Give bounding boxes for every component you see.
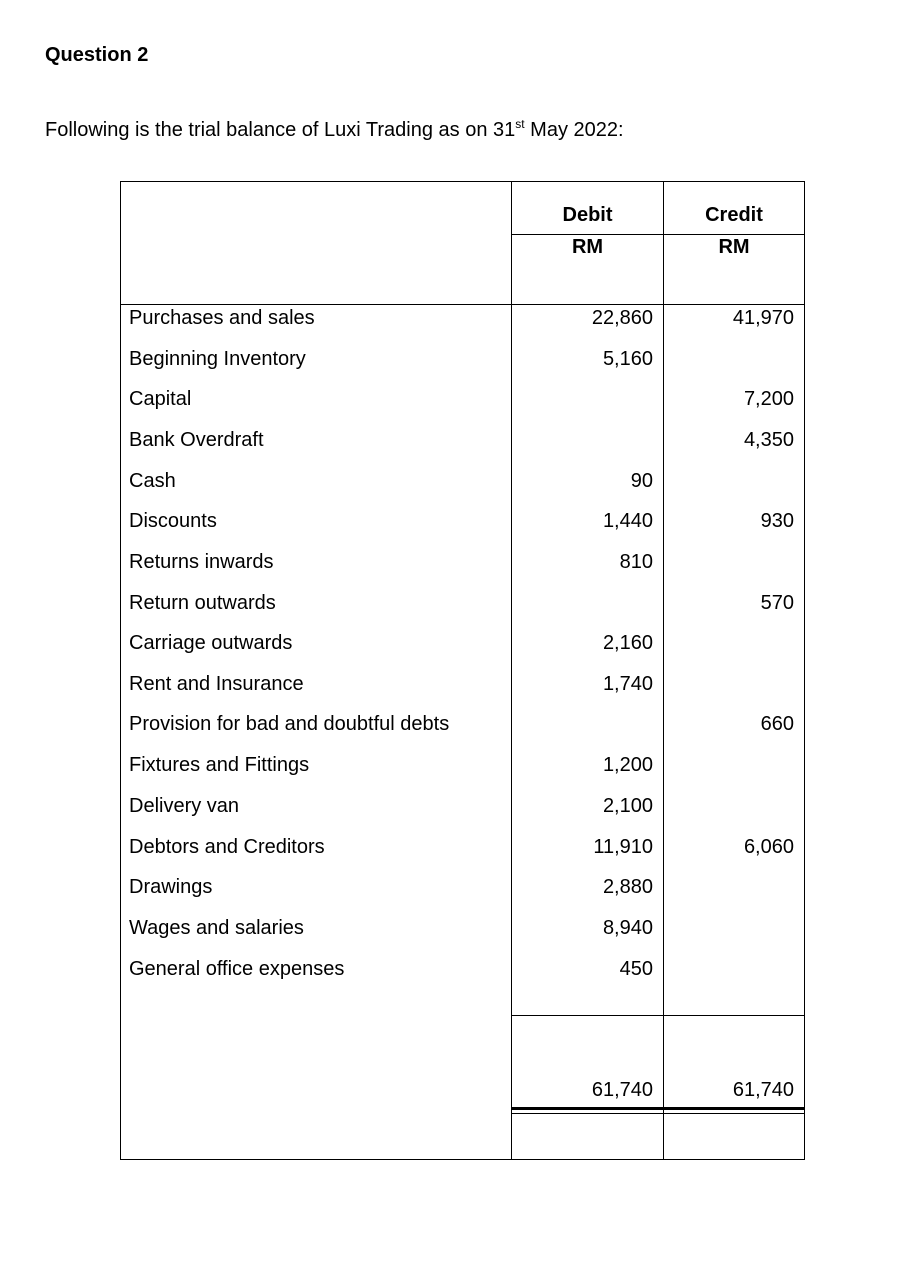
table-row [120,387,805,427]
column-unit-credit: RM [718,236,750,258]
table-border-bottom [120,1159,805,1160]
intro-text [45,118,624,142]
debit-amount: 1,200 [602,754,653,776]
table-row [120,916,805,956]
account-name: Drawings [129,876,213,898]
total-rule-thick [511,1107,805,1110]
debit-amount: 1,440 [602,510,653,532]
credit-amount: 6,060 [743,836,794,858]
debit-amount: 810 [619,551,653,573]
account-name: Returns inwards [129,551,274,573]
account-name: Discounts [129,510,217,532]
credit-amount: 570 [760,592,794,614]
account-name: Debtors and Creditors [129,836,325,858]
table-row [120,875,805,915]
account-name: Purchases and sales [129,307,315,329]
account-name: Carriage outwards [129,632,293,654]
table-row [120,469,805,509]
debit-amount: 5,160 [602,348,653,370]
table-row [120,306,805,346]
account-name: Wages and salaries [129,917,304,939]
total-rule-thin [511,1113,805,1114]
debit-amount: 2,160 [602,632,653,654]
debit-amount: 90 [630,470,653,492]
intro-superscript: st [515,117,525,131]
table-row [120,753,805,793]
header-separator [120,304,805,305]
account-name: Beginning Inventory [129,348,306,370]
credit-amount: 4,350 [743,429,794,451]
table-row [120,591,805,631]
debit-amount: 2,100 [602,795,653,817]
credit-amount: 7,200 [743,388,794,410]
trial-balance-table [120,181,805,1160]
debit-amount: 22,860 [591,307,653,329]
table-row [120,550,805,590]
total-credit: 61,740 [732,1079,794,1101]
column-header-credit: Credit [705,204,763,226]
table-row [120,509,805,549]
account-name: General office expenses [129,958,345,980]
account-name: Cash [129,470,176,492]
table-row [120,794,805,834]
table-row [120,957,805,997]
credit-amount: 660 [760,713,794,735]
intro-text-date: May 2022: [524,119,624,141]
intro-text-main: Following is the trial balance of Luxi Trading as on 31 [45,119,516,141]
table-row [120,631,805,671]
account-name: Fixtures and Fittings [129,754,310,776]
column-unit-debit: RM [571,236,604,258]
credit-amount: 930 [760,510,794,532]
account-name: Return outwards [129,592,276,614]
debit-amount: 2,880 [602,876,653,898]
account-name: Delivery van [129,795,240,817]
table-row [120,347,805,387]
account-name: Bank Overdraft [129,429,264,451]
table-row [120,712,805,752]
column-header-debit: Debit [562,204,613,226]
subtotal-rule [511,1015,805,1016]
account-name: Capital [129,388,192,410]
table-row [120,672,805,712]
table-row [120,835,805,875]
debit-amount: 450 [619,958,653,980]
question-heading: Question 2 [45,44,149,66]
account-name: Provision for bad and doubtful debts [129,713,450,735]
debit-amount: 11,910 [593,836,653,858]
debit-amount: 1,740 [602,673,653,695]
table-row [120,428,805,468]
table-border-top [120,181,805,182]
credit-amount: 41,970 [732,307,794,329]
account-name: Rent and Insurance [129,673,304,695]
debit-amount: 8,940 [602,917,653,939]
total-debit: 61,740 [591,1079,653,1101]
